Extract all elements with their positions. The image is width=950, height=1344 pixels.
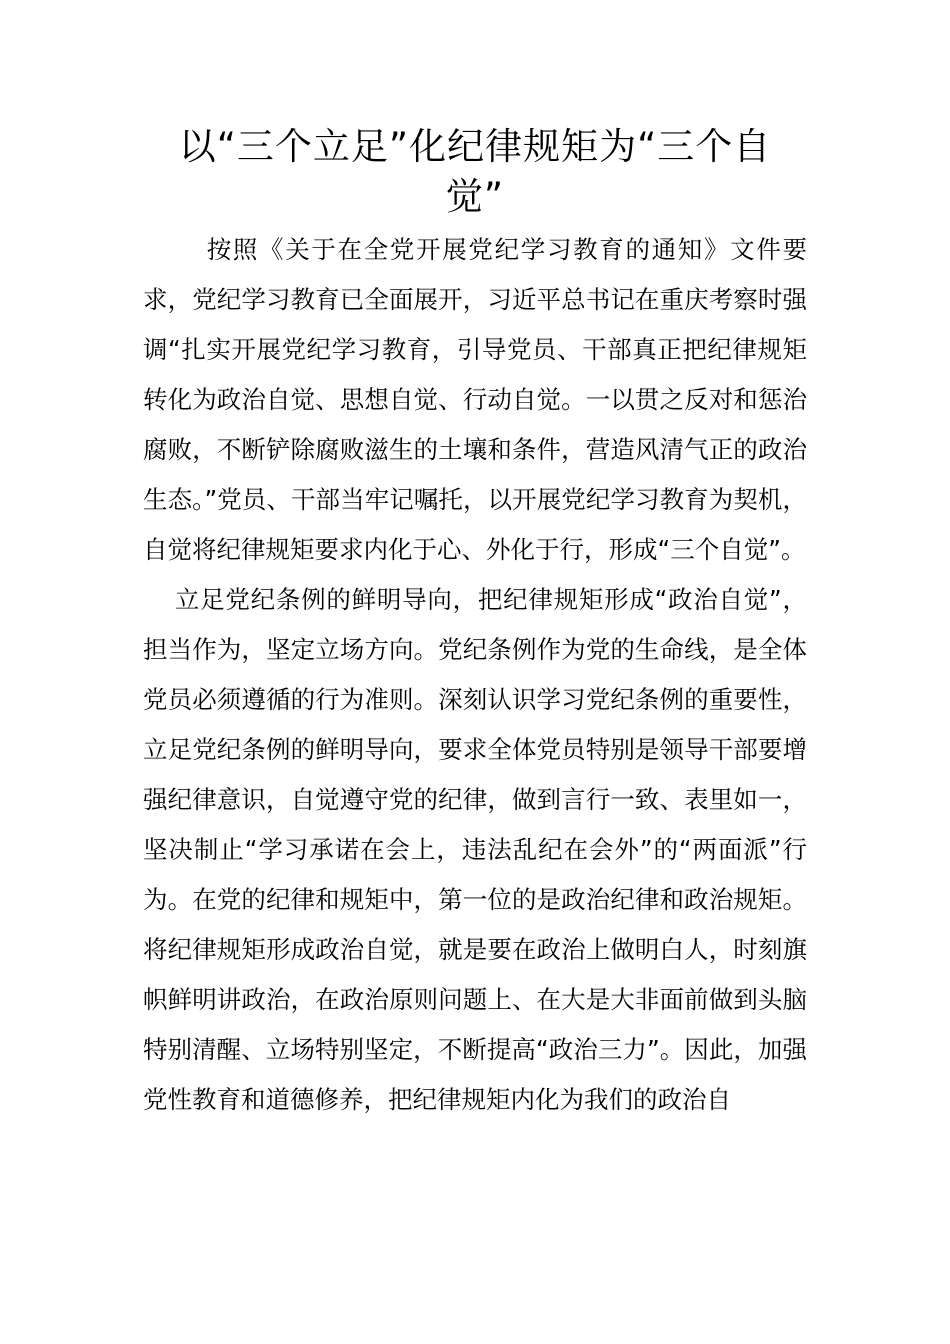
- paragraph-political-awareness: 立足党纪条例的鲜明导向，把纪律规矩形成“政治自觉”，担当作为，坚定立场方向。党纪条例作为党的生命线，是全体党员必须遵循的行为准则。深刻认识学习党纪条例的重要性，立足党纪条例的鲜明导向，要求全体党员特别是领导干部要增强纪律意识，自觉遵守党的纪律，做到言行一致、表里如一，坚决制止“学习承诺在会上，违法乱纪在会外”的“两面派”行为。在党的纪律和规矩中，第一位的是政治纪律和政治规矩。将纪律规矩形成政治自觉，就是要在政治上做明白人，时刻旗帜鲜明讲政治，在政治原则问题上、在大是大非面前做到头脑特别清醒、立场特别坚定，不断提高“政治三力”。因此，加强党性教育和道德修养，把纪律规矩内化为我们的政治自: [143, 585, 807, 1114]
- paragraph-intro: 按照《关于在全党开展党纪学习教育的通知》文件要求，党纪学习教育已全面展开，习近平总书记在重庆考察时强调“扎实开展党纪学习教育，引导党员、干部真正把纪律规矩转化为政治自觉、思想自觉、行动自觉。一以贯之反对和惩治腐败，不断铲除腐败滋生的土壤和条件，营造风清气正的政治生态。”党员、干部当牢记嘱托，以开展党纪学习教育为契机，自觉将纪律规矩要求内化于心、外化于行，形成“三个自觉”。: [143, 235, 807, 564]
- document-title: 以“三个立足”化纪律规矩为“三个自觉”: [178, 125, 772, 218]
- document-body: [143, 225, 807, 1125]
